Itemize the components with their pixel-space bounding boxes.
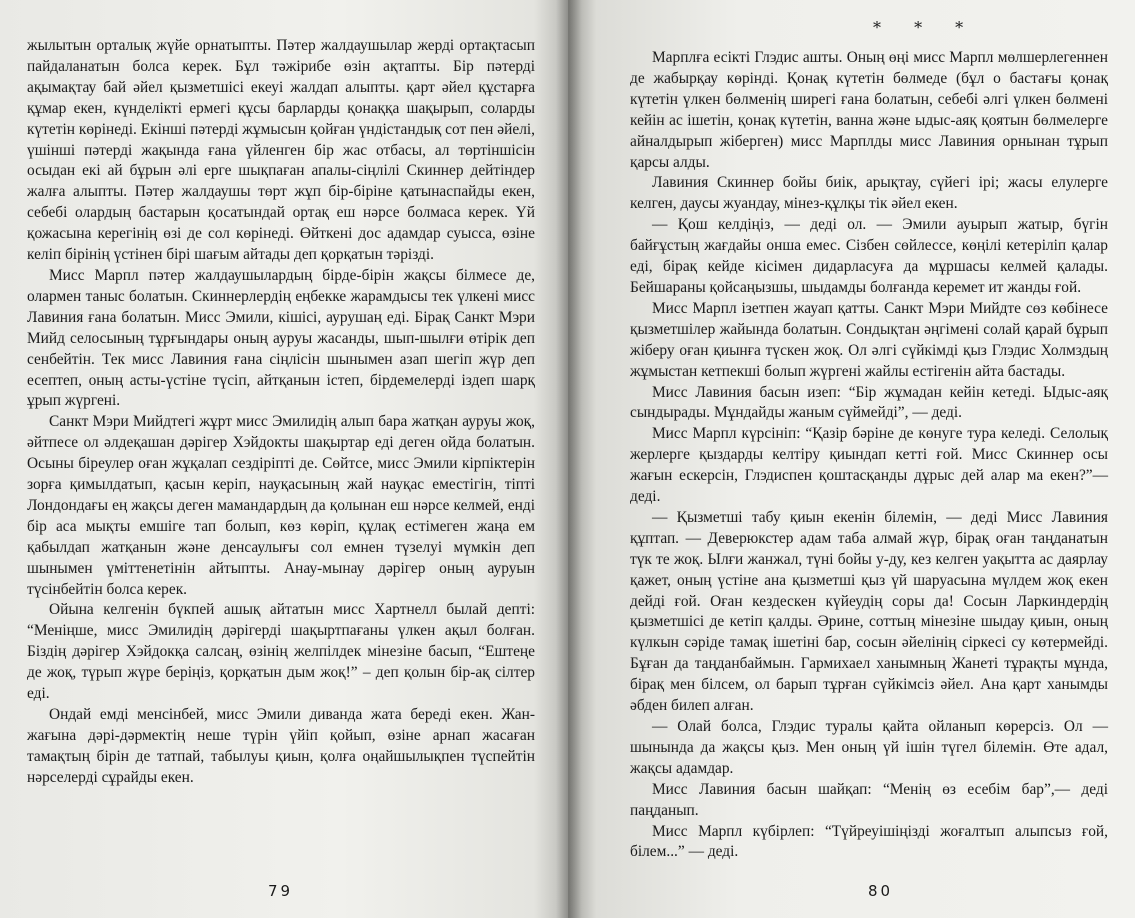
page-number: 79 <box>268 882 294 900</box>
paragraph: — Қош келдіңіз, — деді ол. — Эмили ауырып жатыр, бүгін байғұстың жағдайы онша емес. Сізбен сөйлессе, көңілі кетеріліп қалар еді, бірақ кейде кісімен дидарласуға да мұршасы келмей қалады. Бейшараны қойсаңызшы, шыдамды болғанда керемет ит жанды ғой. <box>630 216 1108 296</box>
paragraph: Лавиния Скиннер бойы биік, арықтау, сүйегі ірі; жасы елулерге келген, даусы жуандау, мінез-құлқы тік әйел екен. <box>630 174 1108 213</box>
page-number: 80 <box>868 882 894 900</box>
paragraph: Ойына келгенін бүкпей ашық айтатын мисс Хартнелл былай депті: “Меніңше, мисс Эмилидің дәрігерді шақыртпағаны үлкен ақыл болған. Біздің дәрігер Хэйдокқа салсаң, өзінің желпілдек мінезіне басып, “Ештеңе де жоқ, түрып жүре беріңіз, қорқатын дым жоқ!” – деп қолын бір-ақ сілтер еді. <box>27 601 535 703</box>
paragraph: — Қызметші табу қиын екенін білемін, — деді Мисс Лавиния құптап. — Деверюкстер адам таба алмай жүр, бірақ оған таңданатын түк те жоқ. Ылғи жанжал, түні бойы у-ду, кез келген уақытта ас даярлау қажет, оның үстіне ана қызметші қыз үй шаруасына мүлдем жоқ екен дейді ғой. Оған кездескен күйеудің соры да! Сосын Ларкиндердің қызметшісі де кетіп қалды. Әрине, соттың мінезіне шыдау қиын, оның күлкын сәріде тамақ ішетіні бар, сосын әйелінің сіркесі су көтермейді. Бұған да таңданбаймын. Гармихаел ханымның Жанеті тұрақты мұнда, бірақ мен білсем, ол барып тұрған сүйкімсіз әйел. Ана қарт ханымды әбден билеп алған. <box>630 508 1108 715</box>
paragraph: Мисс Лавиния басын изеп: “Бір жұмадан кейін кетеді. Ыдыс-аяқ сындырады. Мұндайды жаным сүймейді”, — деді. <box>630 383 1108 422</box>
paragraph: Санкт Мэри Мийдтегі жұрт мисс Эмилидің алып бара жатқан ауруы жоқ, әйтпесе ол әлдеқашан дәрігер Хэйдокты шақыртар еді деген ойда болатын. Осыны біреулер оған жұқалап сездіріпті де. Сөйтсе, мисс Эмили кірпіктерін зорға қимылдатып, қасын керіп, науқасының жай науқас еместігін, тіпті Лондондағы ең жақсы деген мамандардың да қолынан еш нәрсе келмей, енді бір аса мықты емшіге тап болып, көз көріп, құлақ естімеген жаңа ем қабылдап жатқанын және денсаулығы сол емнен түзелуі мүмкін деп шынымен үміттенетінін айтыпты. Анау-мынау дәрігер оның ауруын түсінбейтін болса керек. <box>27 413 535 598</box>
paragraph: — Олай болса, Глэдис туралы қайта ойланып көрерсіз. Ол — шынында да жақсы қыз. Мен оның үй ішін түгел білемін. Өте адал, жақсы адамдар. <box>630 718 1108 777</box>
paragraph: Мисс Марпл ізетпен жауап қатты. Санкт Мэри Мийдте сөз көбінесе қызметшілер жайында болатын. Сондықтан әңгімені солай қарай бұрып жіберу оған қиынға түскен жоқ. Ол әлгі сүйкімді қыз Глэдис Холмздың жұмыстан кетпекші болып жүргені жайлы естігенін айта бастады. <box>630 299 1108 380</box>
paragraph: жылытын орталық жүйе орнатыпты. Пәтер жалдаушылар жерді ортақтасып пайдаланатын болса керек. Бұл тәжірибе өзін ақтапты. Бір пәтерді ақымақтау бай әйел қызметшісі екеуі жалдап алыпты. қарт әйел құстарға құмар екен, күнделікті ермегі құсы барларды қонаққа шақырып, соларды күтетін көрінеді. Екінші пәтерді жұмысын қойған үндістандық сот пен әйелі, үшінші пәтерді жақында ғана үйленген бір жас отбасы, ал төртіншісін осыдан екі ай бұрын әлі ерге шықпаған апалы-сіңлілі Скиннер дейтіндер жалға алыпты. Пәтер жалдаушы төрт жұп бір-біріне қатынаспайды екен, себебі олардың бастарын қосатындай ортақ еш нәрсе болмаса керек. Үй қожасына керегінің өзі де сол көрінеді. Өйткені дос адамдар суысса, өзіне келіп бірінің үстінен бірі шағым айтады деп қорқатын тәрізді. <box>27 37 535 264</box>
section-break: * * * <box>873 18 978 37</box>
left-page-text <box>27 36 535 789</box>
right-page <box>568 0 1135 918</box>
paragraph: Мисс Марпл күбірлеп: “Түйреуішіңізді жоғалтып алыпсыз ғой, білем...” — деді. <box>630 822 1108 861</box>
paragraph: Марплға есікті Глэдис ашты. Оның өңі мисс Марпл мөлшерлегеннен де жабырқау көрінді. Қонақ күтетін бөлмеде (бұл о бастағы қонақ күтетін үлкен бөлменің ширегі ғана болатын, себебі әлгі үлкен бөлмені кейін ас ішетін, қонақ күтетін, ванна және ыдыс-аяқ қоятын бөлмелерге айналдырып жіберген) мисс Марплды мисс Лавиния орнынан тұрып қарсы алды. <box>630 49 1108 171</box>
paragraph: Мисс Марпл пәтер жалдаушылардың бірде-бірін жақсы білмесе де, олармен таныс болатын. Скиннерлердің еңбекке жарамдысы тек үлкені мисс Лавиния ғана болатын. Мисс Эмили, кішісі, аурушаң еді. Бірақ Санкт Мэри Мийд селосының тұрғындары оның ауруы жасанды, шып-шылғи өтірік деп сенбейтін. Тек мисс Лавиния ғана сіңлісін шынымен азап шегіп жүр деп есептеп, оның асты-үстіне түсіп, айтқанын істеп, бірдемелерді іздеп шарқ ұрып жүргені. <box>27 266 535 410</box>
right-page-text <box>630 48 1108 863</box>
paragraph: Ондай емді менсінбей, мисс Эмили диванда жата береді екен. Жан-жағына дәрі-дәрмектің неше түрін үйіп қойып, өзіне арнап жасаған тамақтың бірін де татпай, табылуы қиын, қолға оңайшылықпен түспейтін нәрселерді сұрайды екен. <box>27 706 535 786</box>
paragraph: Мисс Лавиния басын шайқап: “Менің өз есебім бар”,— деді паңданып. <box>630 780 1108 819</box>
paragraph: Мисс Марпл күрсініп: “Қазір бәріне де көнуге тура келеді. Селолық жерлерге қыздарды келтіру қиындап кетті ғой. Мисс Скиннер осы жағын ескерсін, Глэдиспен қоштасқанды дұрыс дей алар ма екен?”— деді. <box>630 425 1108 506</box>
